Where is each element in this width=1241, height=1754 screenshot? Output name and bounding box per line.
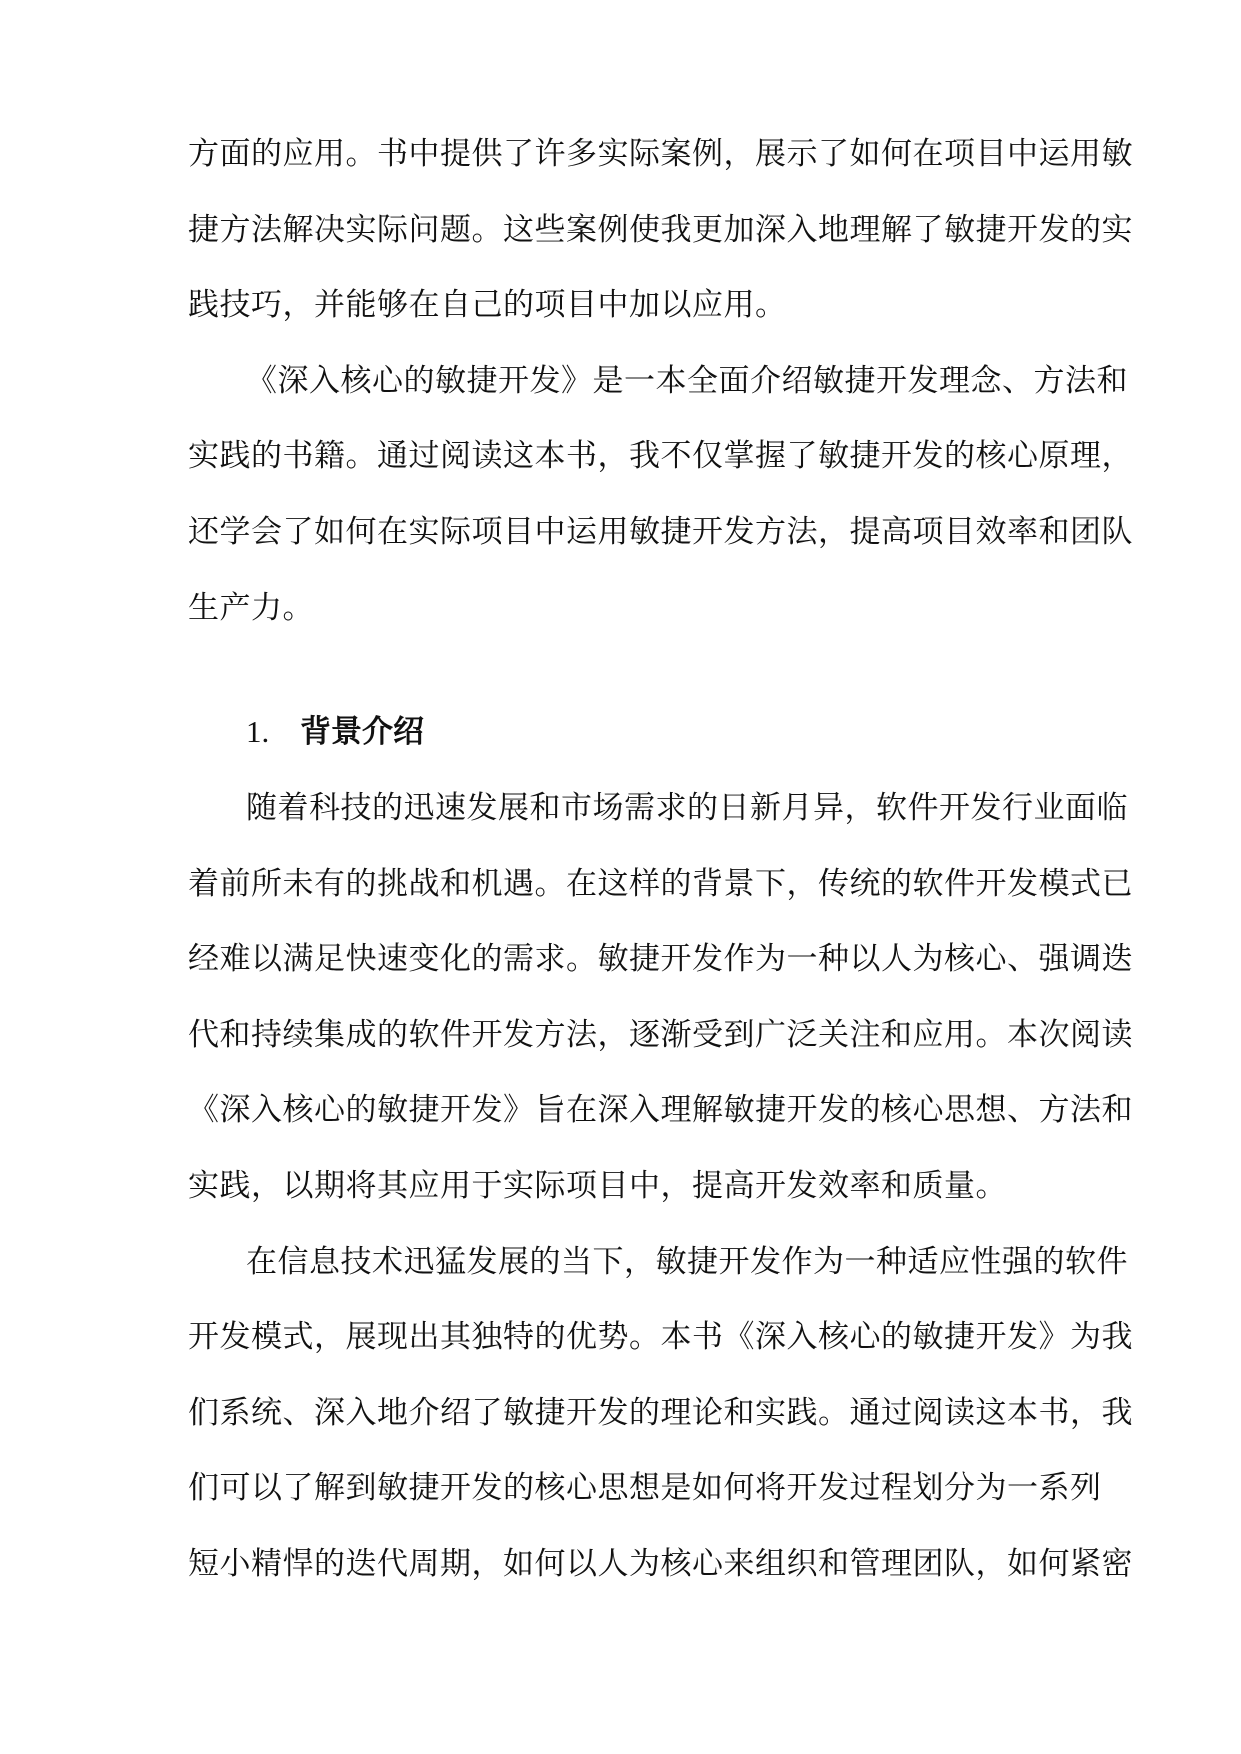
paragraph-line: 实践，以期将其应用于实际项目中，提高开发效率和质量。 xyxy=(188,1168,1007,1204)
paragraph-line: 们可以了解到敏捷开发的核心思想是如何将开发过程划分为一系列 xyxy=(188,1470,1102,1506)
paragraph-line: 《深入核心的敏捷开发》旨在深入理解敏捷开发的核心思想、方法和 xyxy=(188,1092,1133,1128)
paragraph-line: 开发模式，展现出其独特的优势。本书《深入核心的敏捷开发》为我 xyxy=(188,1319,1133,1355)
paragraph-line: 代和持续集成的软件开发方法，逐渐受到广泛关注和应用。本次阅读 xyxy=(188,1017,1133,1053)
paragraph-line: 捷方法解决实际问题。这些案例使我更加深入地理解了敏捷开发的实 xyxy=(188,212,1133,248)
section-title: 背景介绍 xyxy=(300,714,424,750)
paragraph-line: 随着科技的迅速发展和市场需求的日新月异，软件开发行业面临 xyxy=(246,790,1128,826)
paragraph-line: 短小精悍的迭代周期，如何以人为核心来组织和管理团队，如何紧密 xyxy=(188,1546,1133,1582)
section-number: 1. xyxy=(246,714,270,749)
paragraph-line: 在信息技术迅猛发展的当下，敏捷开发作为一种适应性强的软件 xyxy=(246,1244,1128,1280)
section-heading xyxy=(246,712,424,752)
paragraph-line: 方面的应用。书中提供了许多实际案例，展示了如何在项目中运用敏 xyxy=(188,136,1133,172)
paragraph-line: 们系统、深入地介绍了敏捷开发的理论和实践。通过阅读这本书，我 xyxy=(188,1395,1133,1431)
paragraph-line: 实践的书籍。通过阅读这本书，我不仅掌握了敏捷开发的核心原理， xyxy=(188,438,1133,474)
paragraph-line: 还学会了如何在实际项目中运用敏捷开发方法，提高项目效率和团队 xyxy=(188,514,1133,550)
paragraph-line: 《深入核心的敏捷开发》是一本全面介绍敏捷开发理念、方法和 xyxy=(246,363,1128,399)
paragraph-line: 生产力。 xyxy=(188,590,314,626)
paragraph-line: 经难以满足快速变化的需求。敏捷开发作为一种以人为核心、强调迭 xyxy=(188,941,1133,977)
paragraph-line: 着前所未有的挑战和机遇。在这样的背景下，传统的软件开发模式已 xyxy=(188,866,1133,902)
paragraph-line: 践技巧，并能够在自己的项目中加以应用。 xyxy=(188,287,787,323)
